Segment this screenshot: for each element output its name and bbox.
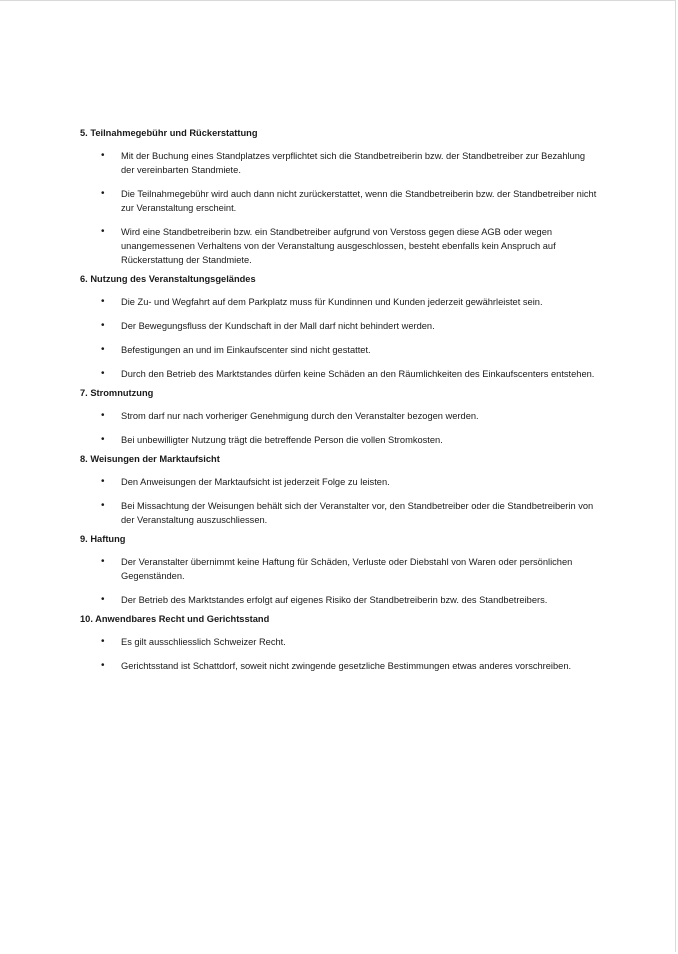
bullet-icon: • — [101, 476, 105, 487]
list-item — [80, 555, 600, 583]
section-haftung — [80, 532, 600, 607]
section-heading: 5. Teilnahmegebühr und Rückerstattung — [80, 128, 258, 138]
section-recht-gerichtsstand — [80, 612, 600, 673]
list-item-text: Bei Missachtung der Weisungen behält sich der Veranstalter vor, den Standbetreiber oder die Standbetreiberin von der Veranstaltung auszuschliessen. — [121, 501, 594, 525]
bullet-icon: • — [101, 368, 105, 379]
list-item-text: Der Veranstalter übernimmt keine Haftung für Schäden, Verluste oder Diebstahl von Waren oder persönlichen Gegenständen. — [121, 557, 573, 581]
bullet-icon: • — [101, 594, 105, 605]
section-teilnahmegebuehr — [80, 126, 600, 267]
section-stromnutzung — [80, 386, 600, 447]
bullet-icon: • — [101, 344, 105, 355]
bullet-list — [80, 149, 600, 267]
list-item-text: Der Betrieb des Marktstandes erfolgt auf eigenes Risiko der Standbetreiberin bzw. des Standbetreibers. — [121, 595, 548, 605]
bullet-icon: • — [101, 500, 105, 511]
section-weisungen — [80, 452, 600, 527]
list-item-text: Mit der Buchung eines Standplatzes verpflichtet sich die Standbetreiberin bzw. der Standbetreiber zur Bezahlung der vereinbarten Standmiete. — [121, 151, 586, 175]
bullet-list — [80, 635, 600, 673]
section-heading: 6. Nutzung des Veranstaltungsgeländes — [80, 274, 256, 284]
bullet-list — [80, 555, 600, 607]
section-heading: 8. Weisungen der Marktaufsicht — [80, 454, 220, 464]
list-item-text: Der Bewegungsfluss der Kundschaft in der Mall darf nicht behindert werden. — [121, 321, 435, 331]
section-heading: 7. Stromnutzung — [80, 388, 154, 398]
bullet-icon: • — [101, 226, 105, 237]
list-item — [80, 635, 600, 649]
list-item-text: Gerichtsstand ist Schattdorf, soweit nicht zwingende gesetzliche Bestimmungen etwas anderes vorschreiben. — [121, 661, 572, 671]
bullet-icon: • — [101, 296, 105, 307]
section-nutzung-gelaende — [80, 272, 600, 381]
list-item — [80, 475, 600, 489]
document-body — [80, 126, 600, 678]
section-heading: 9. Haftung — [80, 534, 126, 544]
bullet-list — [80, 409, 600, 447]
bullet-icon: • — [101, 320, 105, 331]
list-item-text: Strom darf nur nach vorheriger Genehmigung durch den Veranstalter bezogen werden. — [121, 411, 479, 421]
bullet-icon: • — [101, 188, 105, 199]
bullet-list — [80, 295, 600, 381]
list-item — [80, 433, 600, 447]
list-item-text: Den Anweisungen der Marktaufsicht ist jederzeit Folge zu leisten. — [121, 477, 390, 487]
bullet-icon: • — [101, 434, 105, 445]
list-item — [80, 593, 600, 607]
list-item — [80, 225, 600, 267]
list-item — [80, 319, 600, 333]
bullet-icon: • — [101, 636, 105, 647]
list-item — [80, 187, 600, 215]
list-item-text: Wird eine Standbetreiberin bzw. ein Standbetreiber aufgrund von Verstoss gegen diese AGB oder wegen unangemessenen Verhaltens von der Veranstaltung ausgeschlossen, besteht ebenfalls kein Anspruch auf Rückerstattung der Standmiete. — [121, 227, 556, 265]
bullet-list — [80, 475, 600, 527]
list-item-text: Es gilt ausschliesslich Schweizer Recht. — [121, 637, 286, 647]
list-item-text: Die Zu- und Wegfahrt auf dem Parkplatz muss für Kundinnen und Kunden jederzeit gewährleistet sein. — [121, 297, 543, 307]
list-item — [80, 149, 600, 177]
list-item — [80, 295, 600, 309]
list-item-text: Die Teilnahmegebühr wird auch dann nicht zurückerstattet, wenn die Standbetreiberin bzw. der Standbetreiber nicht zur Veranstaltung erscheint. — [121, 189, 597, 213]
bullet-icon: • — [101, 410, 105, 421]
bullet-icon: • — [101, 556, 105, 567]
list-item — [80, 499, 600, 527]
list-item-text: Durch den Betrieb des Marktstandes dürfen keine Schäden an den Räumlichkeiten des Einkaufscenters entstehen. — [121, 369, 595, 379]
bullet-icon: • — [101, 660, 105, 671]
list-item — [80, 343, 600, 357]
list-item — [80, 367, 600, 381]
list-item — [80, 409, 600, 423]
list-item-text: Bei unbewilligter Nutzung trägt die betreffende Person die vollen Stromkosten. — [121, 435, 443, 445]
list-item-text: Befestigungen an und im Einkaufscenter sind nicht gestattet. — [121, 345, 371, 355]
section-heading: 10. Anwendbares Recht und Gerichtsstand — [80, 614, 270, 624]
bullet-icon: • — [101, 150, 105, 161]
list-item — [80, 659, 600, 673]
